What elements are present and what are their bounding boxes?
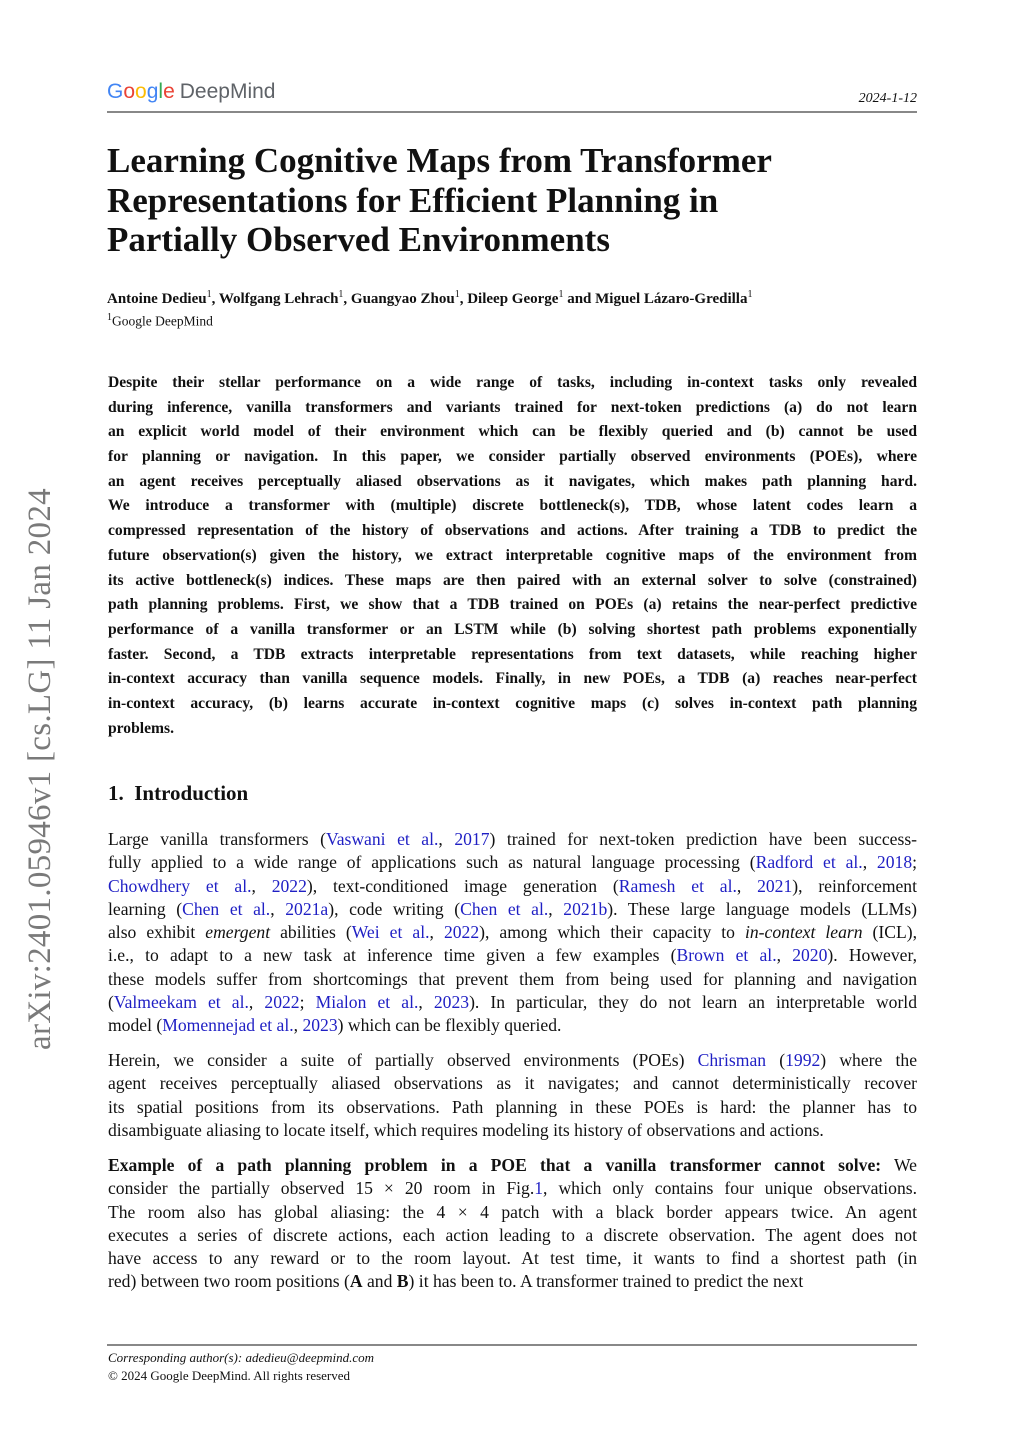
- citation-link[interactable]: Valmeekam et al.: [113, 991, 249, 1012]
- header-divider: [107, 111, 917, 113]
- paper-title: [107, 141, 917, 260]
- logo-letter: G: [107, 80, 124, 103]
- text-line: these models suffer from shortcomings that prevent them from being used for planning and navigation: [108, 968, 917, 989]
- bold-text: A: [349, 1271, 363, 1292]
- section-number: 1.: [108, 781, 124, 805]
- emphasis-text: in-context learn: [745, 922, 863, 942]
- text-line: consider the partially observed 15 × 20 room in Fig.1, which only contains four unique observations.: [108, 1178, 917, 1199]
- author-separator: ,: [211, 291, 219, 307]
- affiliation: [107, 312, 213, 330]
- author-affiliation-mark: 1: [206, 289, 212, 300]
- text-line: also exhibit emergent abilities (Wei et al., 2022), among which their capacity to in-context learn (ICL),: [108, 922, 918, 942]
- copyright: © 2024 Google DeepMind. All rights reserved: [108, 1368, 351, 1383]
- title-line: Partially Observed Environments: [107, 220, 610, 259]
- logo-letter: e: [163, 80, 175, 103]
- citation-link[interactable]: 2022: [264, 991, 300, 1012]
- text-line: i.e., to adapt to a new task at inference time given a few examples (Brown et al., 2020). However,: [108, 945, 918, 966]
- paper-date: 2024-1-12: [858, 91, 917, 106]
- text-line: (Valmeekam et al., 2022; Mialon et al., 2023). In particular, they do not learn an interpretable world: [108, 991, 917, 1012]
- author-name: Guangyao Zhou: [350, 291, 455, 307]
- abstract-line: faster. Second, a TDB extracts interpretable representations from text datasets, while reaching higher: [108, 645, 917, 663]
- abstract-line: an agent receives perceptually aliased observations as it navigates, which makes path planning hard.: [108, 472, 917, 490]
- author-separator: ,: [343, 291, 351, 307]
- text-line: red) between two room positions (A and B) it has been to. A transformer trained to predict the next: [108, 1271, 804, 1292]
- abstract-line: Despite their stellar performance on a wide range of tasks, including in-context tasks only revealed: [108, 374, 917, 391]
- citation-link[interactable]: 2021: [757, 875, 793, 896]
- author-name: Wolfgang Lehrach: [218, 291, 339, 307]
- section-heading: [108, 781, 248, 806]
- citation-link[interactable]: 2022: [443, 922, 480, 942]
- citation-link[interactable]: 2023: [302, 1015, 338, 1035]
- logo-letter: o: [123, 80, 136, 103]
- corresponding-author: Corresponding author(s): adedieu@deepmind.com: [108, 1350, 375, 1365]
- citation-link[interactable]: Wei et al.: [351, 922, 430, 942]
- text-line: Herein, we consider a suite of partially observed environments (POEs) Chrisman (1992) where the: [108, 1050, 917, 1070]
- abstract-line: future observation(s) given the history, we extract interpretable cognitive maps of the environment from: [108, 546, 917, 564]
- citation-link[interactable]: 1: [534, 1178, 544, 1199]
- text-line: Example of a path planning problem in a POE that a vanilla transformer cannot solve: We: [108, 1155, 917, 1175]
- abstract-line: problems.: [108, 719, 174, 737]
- citation-link[interactable]: Chen et al.: [460, 898, 549, 919]
- paragraph: [108, 1154, 917, 1294]
- citation-link[interactable]: 1992: [785, 1050, 821, 1070]
- affiliation-mark: 1: [107, 312, 112, 323]
- logo-deepmind: DeepMind: [179, 80, 276, 103]
- paragraph: [108, 828, 917, 1037]
- author-affiliation-mark: 1: [338, 289, 344, 300]
- affiliation-name: Google DeepMind: [112, 313, 213, 329]
- citation-link[interactable]: 2023: [433, 991, 470, 1012]
- text-line: its spatial positions from its observations. Path planning in these POEs is hard: the planner has to: [108, 1096, 917, 1117]
- text-line: fully applied to a wide range of applications such as natural language processing (Radford et al., 2018;: [108, 852, 917, 873]
- title-line: Representations for Efficient Planning in: [107, 180, 719, 220]
- paragraph: [108, 1049, 917, 1142]
- abstract-line: path planning problems. First, we show that a TDB trained on POEs (a) retains the near-perfect predictive: [108, 596, 917, 614]
- author-name: Antoine Dedieu: [107, 291, 207, 307]
- abstract-line: We introduce a transformer with (multiple) discrete bottleneck(s), TDB, whose latent codes learn a: [108, 497, 917, 515]
- abstract-line: its active bottleneck(s) indices. These maps are then paired with an external solver to solve (constrained): [108, 571, 917, 589]
- citation-link[interactable]: 2018: [876, 852, 913, 873]
- arxiv-stamp: arXiv:2401.05946v1 [cs.LG] 11 Jan 2024: [22, 488, 58, 1050]
- title-line: Learning Cognitive Maps from Transformer: [107, 141, 772, 180]
- author-affiliation-mark: 1: [558, 289, 564, 300]
- bold-text: B: [396, 1271, 409, 1292]
- abstract-line: an explicit world model of their environment which can be flexibly queried and (b) cannot be used: [108, 423, 917, 441]
- citation-link[interactable]: Chowdhery et al.: [108, 875, 252, 896]
- citation-link[interactable]: 2017: [454, 829, 490, 849]
- citation-link[interactable]: 2021a: [285, 898, 329, 919]
- citation-link[interactable]: Chrisman: [697, 1050, 767, 1070]
- abstract: [108, 371, 917, 741]
- author-affiliation-mark: 1: [454, 289, 460, 300]
- abstract-line: in-context accuracy than vanilla sequence models. Finally, in new POEs, a TDB (a) reaches near-perfect: [108, 670, 917, 688]
- text-line: agent receives perceptually aliased observations as it navigates; and cannot deterministically recover: [108, 1073, 917, 1094]
- text-line: model (Momennejad et al., 2023) which can be flexibly queried.: [108, 1015, 562, 1035]
- citation-link[interactable]: Ramesh et al.: [618, 875, 737, 896]
- author-affiliation-mark: 1: [747, 289, 753, 300]
- logo-letter: l: [158, 80, 164, 103]
- bold-text: Example of a path planning problem in a POE that a vanilla transformer cannot solve:: [108, 1155, 882, 1175]
- emphasis-text: emergent: [205, 922, 271, 942]
- text-line: disambiguate aliasing to locate itself, which requires modeling its history of observations and actions.: [108, 1119, 824, 1140]
- footer-divider: [107, 1344, 917, 1346]
- abstract-line: in-context accuracy, (b) learns accurate in-context cognitive maps (c) solves in-context path planning: [108, 694, 917, 712]
- abstract-line: performance of a vanilla transformer or an LSTM while (b) solving shortest path problems exponentially: [108, 620, 917, 638]
- google-deepmind-logo: [107, 80, 276, 104]
- logo-letter: o: [135, 80, 147, 103]
- section-title: Introduction: [134, 781, 249, 805]
- citation-link[interactable]: Momennejad et al.: [162, 1015, 294, 1035]
- abstract-line: for planning or navigation. In this paper, we consider partially observed environments (POEs), where: [108, 448, 917, 466]
- citation-link[interactable]: Brown et al.: [676, 945, 777, 966]
- text-line: learning (Chen et al., 2021a), code writing (Chen et al., 2021b). These large language models (LLMs): [108, 898, 918, 919]
- logo-letter: g: [146, 80, 159, 103]
- citation-link[interactable]: Vaswani et al.: [325, 829, 439, 849]
- citation-link[interactable]: Radford et al.: [755, 852, 863, 873]
- abstract-line: during inference, vanilla transformers and variants trained for next-token predictions (a) do not learn: [108, 398, 917, 416]
- citation-link[interactable]: Mialon et al.: [315, 991, 419, 1012]
- citation-link[interactable]: 2022: [271, 875, 307, 896]
- text-line: Chowdhery et al., 2022), text-conditioned image generation (Ramesh et al., 2021), reinforcement: [108, 875, 917, 896]
- author-separator: and: [563, 291, 596, 307]
- text-line: The room also has global aliasing: the 4 × 4 patch with a black border appears twice. An agent: [108, 1201, 917, 1222]
- text-line: executes a series of discrete actions, each action leading to a discrete observation. The agent does not: [108, 1224, 917, 1245]
- text-line: have access to any reward or to the room layout. At test time, it wants to find a shortest path (in: [108, 1248, 917, 1268]
- text-line: Large vanilla transformers (Vaswani et al., 2017) trained for next-token prediction have been success-: [108, 829, 918, 849]
- citation-link[interactable]: Chen et al.: [182, 898, 271, 919]
- citation-link[interactable]: 2020: [792, 945, 828, 966]
- citation-link[interactable]: 2021b: [563, 898, 608, 919]
- author-separator: ,: [459, 291, 468, 307]
- author-name: Dileep George: [467, 291, 559, 307]
- author-list: [107, 289, 752, 308]
- abstract-line: compressed representation of the history of observations and actions. After training a TDB to predict the: [108, 522, 917, 540]
- author-name: Miguel Lázaro-Gredilla: [595, 291, 748, 307]
